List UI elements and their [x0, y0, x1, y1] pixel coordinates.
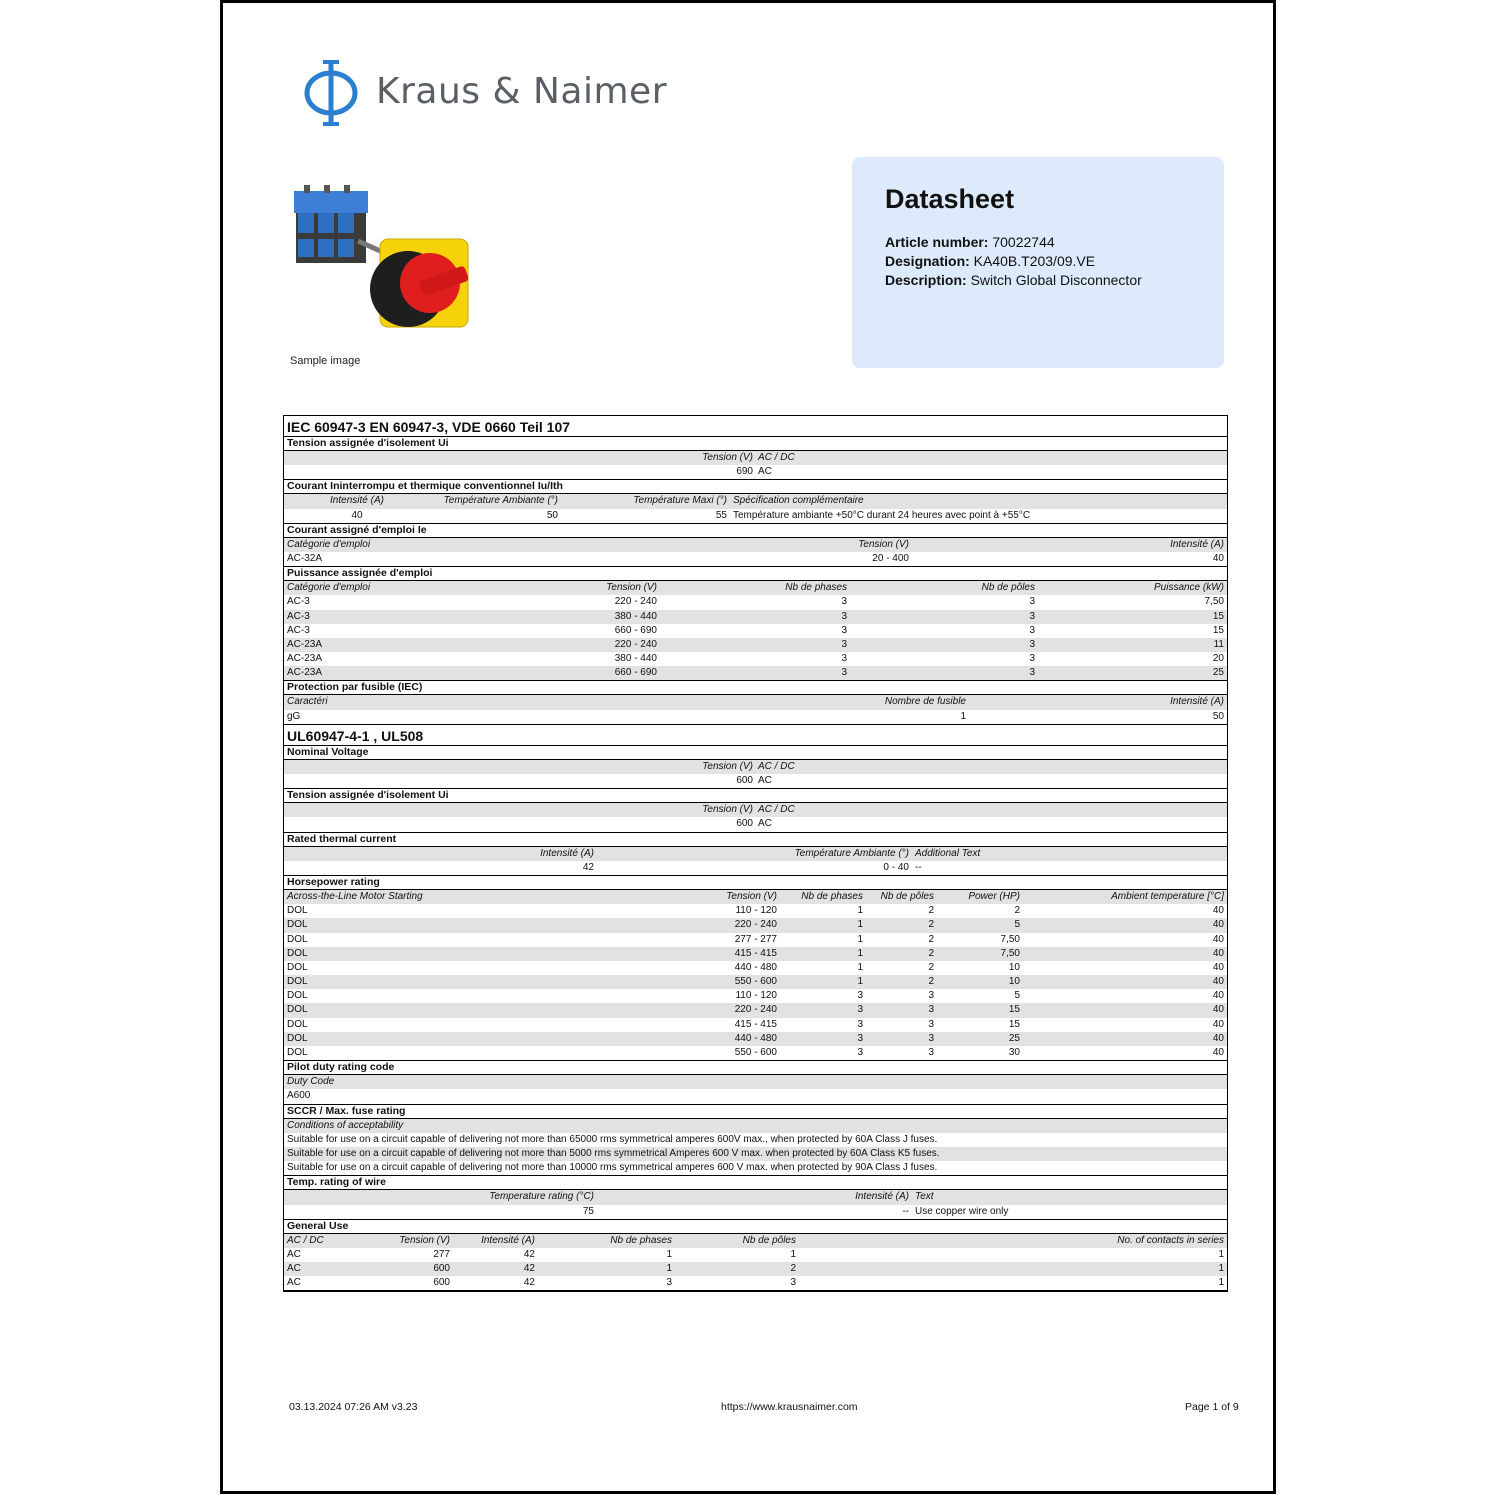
table-cell: AC-32A — [287, 552, 323, 564]
table-cell: 0 - 40 — [883, 861, 909, 873]
table-cell: AC — [287, 1248, 301, 1260]
table-cell: 2 — [790, 1263, 796, 1275]
table-cell: 11 — [1213, 638, 1224, 650]
table-cell: 1 — [1218, 1263, 1224, 1275]
table-cell: Suitable for use on a circuit capable of delivering not more than 65000 rms symmetrical amperes 600V max., when protected by 60A Class J fuses. — [287, 1133, 938, 1145]
header-cell: Caractéri — [287, 696, 328, 708]
table-cell: DOL — [287, 947, 308, 959]
designation — [885, 253, 1095, 269]
table-cell: 1 — [857, 961, 863, 973]
table-cell: 1 — [857, 947, 863, 959]
table-cell: 1 — [857, 919, 863, 931]
table-header-row — [284, 760, 1227, 774]
table-cell: 3 — [928, 1032, 934, 1044]
header-cell: Nb de phases — [785, 582, 847, 594]
table-cell: 1 — [666, 1263, 672, 1275]
table-header-row — [284, 538, 1227, 552]
header-cell: Conditions of acceptability — [287, 1119, 404, 1131]
table-cell: AC — [287, 1263, 301, 1275]
table-row — [284, 975, 1227, 989]
power-rows — [284, 595, 1227, 681]
table-cell: 40 — [1212, 1032, 1224, 1044]
table-cell: 220 - 240 — [614, 638, 657, 650]
table-cell: 15 — [1212, 610, 1224, 622]
table-cell: 30 — [1008, 1047, 1020, 1058]
table-cell: AC-3 — [287, 596, 310, 608]
table-row — [284, 465, 1227, 480]
table-cell: 50 — [1212, 710, 1224, 722]
designation-label: Designation: — [885, 253, 970, 269]
table-cell: 1 — [790, 1248, 796, 1260]
header-cell: Across-the-Line Motor Starting — [287, 890, 423, 902]
table-cell: 2 — [928, 947, 934, 959]
footer-date: 03.13.2024 07:26 AM v3.23 — [289, 1401, 418, 1413]
table-row — [284, 1089, 1227, 1104]
table-cell: 3 — [1029, 653, 1035, 665]
header-cell: Intensité (A) — [481, 1234, 535, 1246]
header-cell: Nb de pôles — [981, 582, 1035, 594]
table-cell: 42 — [582, 861, 594, 873]
table-cell: 42 — [523, 1263, 535, 1275]
table-cell: 380 - 440 — [614, 653, 657, 665]
table-cell: 380 - 440 — [614, 610, 657, 622]
table-cell: 40 — [1212, 1018, 1224, 1030]
table-cell: 1 — [857, 905, 863, 917]
header-cell: Nb de pôles — [742, 1234, 796, 1246]
table-cell: 7,50 — [1000, 933, 1020, 945]
table-cell: DOL — [287, 905, 308, 917]
header-cell: Intensité (A) — [855, 1191, 909, 1203]
header-cell: Puissance (kW) — [1153, 582, 1224, 594]
table-header-row — [284, 1234, 1227, 1248]
table-cell: 3 — [790, 1277, 796, 1289]
table-cell: Température ambiante +50°C durant 24 heures avec point à +55°C — [733, 509, 1031, 521]
table-row — [284, 595, 1227, 609]
description-label: Description: — [885, 272, 967, 288]
table-cell: 3 — [928, 1004, 934, 1016]
table-row — [284, 1262, 1227, 1276]
table-cell: 277 — [433, 1248, 450, 1260]
table-cell: 3 — [666, 1277, 672, 1289]
table-cell: 2 — [928, 919, 934, 931]
table-cell: Suitable for use on a circuit capable of delivering not more than 10000 rms symmetrical amperes 600 V max. when protected by 90A Class J fuses. — [287, 1162, 938, 1174]
sub-title: Puissance assignée d'emploi — [284, 567, 1227, 581]
table-row — [284, 1003, 1227, 1017]
table-row — [284, 1147, 1227, 1161]
horsepower-rows — [284, 904, 1227, 1061]
table-cell: 40 — [1212, 976, 1224, 988]
description — [885, 272, 1142, 288]
table-row — [284, 552, 1227, 567]
header-cell: AC / DC — [758, 804, 795, 816]
table-row — [284, 1046, 1227, 1061]
table-cell: 15 — [1212, 624, 1224, 636]
table-header-row — [284, 890, 1227, 904]
header-cell: AC / DC — [758, 760, 795, 772]
table-cell: 440 - 480 — [734, 961, 777, 973]
table-cell: 3 — [1029, 610, 1035, 622]
table-cell: DOL — [287, 976, 308, 988]
table-cell: 10 — [1008, 961, 1020, 973]
header-cell: Tension (V) — [702, 760, 753, 772]
sub-title: Protection par fusible (IEC) — [284, 681, 1227, 695]
table-cell: 2 — [928, 961, 934, 973]
table-cell: Suitable for use on a circuit capable of delivering not more than 5000 rms symmetrical Amperes 600 V max. when protected by 60A Class K5 fuses. — [287, 1147, 940, 1159]
header-cell: Nombre de fusible — [884, 696, 966, 708]
table-cell: 3 — [928, 1047, 934, 1058]
table-cell: DOL — [287, 1018, 308, 1030]
table-cell: 3 — [841, 610, 847, 622]
table-row — [284, 624, 1227, 638]
table-cell: 550 - 600 — [734, 976, 777, 988]
header-cell: Intensité (A) — [540, 847, 594, 859]
table-cell: 2 — [1014, 905, 1020, 917]
header-cell: AC / DC — [758, 452, 795, 463]
designation-value: KA40B.T203/09.VE — [973, 253, 1096, 269]
table-cell: AC-23A — [287, 667, 323, 679]
table-cell: 40 — [1212, 990, 1224, 1002]
table-row — [284, 989, 1227, 1003]
section-title: UL60947-4-1 , UL508 — [284, 725, 1227, 746]
table-row — [284, 904, 1227, 918]
header-cell: Ambient temperature [°C] — [1111, 890, 1224, 902]
table-cell: A600 — [287, 1090, 311, 1102]
table-cell: 1 — [1218, 1248, 1224, 1260]
table-cell: 3 — [1029, 624, 1035, 636]
header-cell: Power (HP) — [968, 890, 1020, 902]
table-header-row — [284, 1190, 1227, 1204]
table-header-row — [284, 695, 1227, 709]
datasheet-info-box — [852, 157, 1224, 368]
image-caption: Sample image — [290, 355, 361, 367]
table-cell: 220 - 240 — [614, 596, 657, 608]
table-cell: 5 — [1014, 919, 1020, 931]
table-cell: DOL — [287, 1004, 308, 1016]
sub-title: Tension assignée d'isolement Ui — [284, 437, 1227, 451]
header-cell: Additional Text — [915, 847, 981, 859]
table-row — [284, 933, 1227, 947]
article-label: Article number: — [885, 234, 989, 250]
table-cell: DOL — [287, 933, 308, 945]
table-cell: 3 — [928, 1018, 934, 1030]
header-cell: Nb de pôles — [880, 890, 934, 902]
table-row — [284, 1018, 1227, 1032]
table-cell: 42 — [523, 1277, 535, 1289]
table-header-row — [284, 581, 1227, 595]
table-cell: DOL — [287, 1047, 308, 1058]
header-cell: Tension (V) — [702, 804, 753, 816]
table-cell: 415 - 415 — [734, 947, 777, 959]
table-cell: 550 - 600 — [734, 1047, 777, 1058]
header-cell: Tension (V) — [858, 538, 909, 550]
table-row — [284, 817, 1227, 832]
table-cell: 220 - 240 — [734, 919, 777, 931]
table-cell: 660 - 690 — [614, 624, 657, 636]
sub-title: Horsepower rating — [284, 876, 1227, 890]
table-header-row — [284, 1075, 1227, 1089]
table-cell: 15 — [1008, 1004, 1020, 1016]
table-row — [284, 610, 1227, 624]
table-cell: 40 — [1212, 1047, 1224, 1058]
table-cell: 600 — [433, 1277, 450, 1289]
header-cell: Duty Code — [287, 1076, 335, 1088]
footer-page-number: Page 1 of 9 — [1185, 1401, 1239, 1413]
table-row — [284, 1161, 1227, 1176]
table-cell: 40 — [1212, 905, 1224, 917]
header-cell: Température Maxi (°) — [633, 495, 727, 507]
table-cell: -- — [915, 861, 922, 873]
table-cell: DOL — [287, 990, 308, 1002]
table-cell: 75 — [582, 1205, 594, 1217]
table-row — [284, 1133, 1227, 1147]
table-cell: 2 — [928, 933, 934, 945]
datasheet-title: Datasheet — [885, 184, 1015, 214]
table-cell: AC — [758, 466, 772, 478]
table-cell: -- — [902, 1205, 909, 1217]
table-row — [284, 1248, 1227, 1262]
table-row — [284, 918, 1227, 932]
sub-title: Nominal Voltage — [284, 746, 1227, 760]
table-cell: 3 — [857, 1004, 863, 1016]
footer-url[interactable]: https://www.krausnaimer.com — [721, 1401, 858, 1413]
header-cell: Text — [915, 1191, 934, 1203]
table-cell: 25 — [1212, 667, 1224, 679]
header-cell: Intensité (A) — [1170, 696, 1224, 708]
table-cell: 1 — [857, 976, 863, 988]
datasheet-page — [220, 0, 1276, 1494]
product-image — [288, 181, 478, 336]
table-cell: 440 - 480 — [734, 1032, 777, 1044]
table-cell: 220 - 240 — [734, 1004, 777, 1016]
header-cell: Temperature rating (°C) — [489, 1191, 594, 1203]
description-value: Switch Global Disconnector — [970, 272, 1142, 288]
table-cell: 15 — [1008, 1018, 1020, 1030]
header-cell: Tension (V) — [726, 890, 777, 902]
table-row — [284, 666, 1227, 681]
table-cell: 2 — [928, 905, 934, 917]
table-cell: 10 — [1008, 976, 1020, 988]
table-cell: AC-3 — [287, 610, 310, 622]
table-cell: 1 — [857, 933, 863, 945]
table-cell: 110 - 120 — [735, 990, 777, 1002]
table-cell: 7,50 — [1204, 596, 1224, 608]
table-cell: 600 — [433, 1263, 450, 1275]
sub-title: Pilot duty rating code — [284, 1061, 1227, 1075]
header-cell: Catégorie d'emploi — [287, 538, 371, 550]
table-row — [284, 710, 1227, 725]
sub-title: Temp. rating of wire — [284, 1176, 1227, 1190]
table-cell: 50 — [546, 509, 558, 521]
table-cell: 690 — [736, 466, 753, 478]
table-row — [284, 1032, 1227, 1046]
table-row — [284, 861, 1227, 876]
table-cell: 1 — [960, 710, 966, 722]
table-cell: AC — [758, 818, 772, 830]
table-cell: 415 - 415 — [734, 1018, 777, 1030]
table-cell: 20 — [1212, 653, 1224, 665]
header-cell: Tension (V) — [399, 1234, 450, 1246]
table-cell: AC-3 — [287, 624, 310, 636]
sub-title: Tension assignée d'isolement Ui — [284, 789, 1227, 803]
header-cell: Température Ambiante (°) — [794, 847, 909, 859]
table-row — [284, 774, 1227, 789]
table-row — [284, 509, 1227, 524]
table-cell: 40 — [1212, 961, 1224, 973]
table-cell: AC-23A — [287, 638, 323, 650]
article-value: 70022744 — [992, 234, 1055, 250]
spec-table — [283, 415, 1228, 1292]
header-cell: Nb de phases — [801, 890, 863, 902]
table-cell: AC — [758, 775, 772, 786]
table-cell: 277 - 277 — [734, 933, 777, 945]
header-cell: Température Ambiante (°) — [443, 495, 558, 507]
table-header-row — [284, 847, 1227, 861]
table-header-row — [284, 451, 1227, 465]
table-cell: 40 — [351, 509, 363, 521]
table-cell: 55 — [715, 509, 727, 521]
header-cell: Intensité (A) — [330, 495, 384, 507]
table-cell: DOL — [287, 961, 308, 973]
table-cell: 5 — [1014, 990, 1020, 1002]
table-cell: 7,50 — [1000, 947, 1020, 959]
header-cell: Tension (V) — [702, 452, 753, 463]
table-cell: Use copper wire only — [915, 1205, 1009, 1217]
header-cell: No. of contacts in series — [1117, 1234, 1224, 1246]
table-row — [284, 652, 1227, 666]
table-cell: gG — [287, 710, 301, 722]
table-cell: 25 — [1008, 1032, 1020, 1044]
section-title: IEC 60947-3 EN 60947-3, VDE 0660 Teil 107 — [284, 416, 1227, 437]
table-cell: 3 — [928, 990, 934, 1002]
table-cell: 40 — [1212, 947, 1224, 959]
phi-logo-icon — [303, 58, 363, 128]
header-cell: Catégorie d'emploi — [287, 582, 371, 594]
table-cell: 40 — [1212, 1004, 1224, 1016]
table-cell: 3 — [1029, 667, 1035, 679]
sub-title: Courant Ininterrompu et thermique conventionnel Iu/Ith — [284, 480, 1227, 494]
table-cell: 2 — [928, 976, 934, 988]
table-header-row — [284, 494, 1227, 508]
table-cell: 20 - 400 — [872, 552, 909, 564]
table-cell: 40 — [1212, 552, 1224, 564]
table-cell: 42 — [523, 1248, 535, 1260]
table-cell: 40 — [1212, 919, 1224, 931]
header-cell: AC / DC — [287, 1234, 324, 1246]
table-cell: 3 — [841, 653, 847, 665]
table-row — [284, 961, 1227, 975]
table-cell: AC — [287, 1277, 301, 1289]
table-cell: 600 — [736, 775, 753, 786]
table-cell: DOL — [287, 919, 308, 931]
header-cell: Tension (V) — [606, 582, 657, 594]
sub-title: General Use — [284, 1220, 1227, 1234]
brand-name: Kraus & Naimer — [376, 71, 668, 112]
general-use-rows — [284, 1248, 1227, 1292]
table-cell: 3 — [857, 1032, 863, 1044]
table-cell: 3 — [1029, 638, 1035, 650]
table-cell: 3 — [1029, 596, 1035, 608]
sub-title: SCCR / Max. fuse rating — [284, 1105, 1227, 1119]
header-cell: Spécification complémentaire — [733, 495, 864, 507]
table-header-row — [284, 803, 1227, 817]
table-cell: 110 - 120 — [735, 905, 777, 917]
table-cell: 3 — [841, 667, 847, 679]
table-cell: 660 - 690 — [614, 667, 657, 679]
header-cell: Intensité (A) — [1170, 538, 1224, 550]
table-cell: 1 — [666, 1248, 672, 1260]
table-cell: DOL — [287, 1032, 308, 1044]
table-row — [284, 1276, 1227, 1291]
article-number — [885, 234, 1055, 250]
table-row — [284, 638, 1227, 652]
table-row — [284, 947, 1227, 961]
header-cell: Nb de phases — [610, 1234, 672, 1246]
table-cell: AC-23A — [287, 653, 323, 665]
sub-title: Rated thermal current — [284, 833, 1227, 847]
table-cell: 40 — [1212, 933, 1224, 945]
sub-title: Courant assigné d'emploi Ie — [284, 524, 1227, 538]
table-cell: 1 — [1218, 1277, 1224, 1289]
table-cell: 3 — [857, 1047, 863, 1058]
table-cell: 3 — [841, 624, 847, 636]
table-cell: 3 — [841, 596, 847, 608]
table-row — [284, 1205, 1227, 1220]
table-cell: 600 — [736, 818, 753, 830]
table-cell: 3 — [857, 990, 863, 1002]
table-cell: 3 — [841, 638, 847, 650]
table-cell: 3 — [857, 1018, 863, 1030]
table-header-row — [284, 1119, 1227, 1133]
